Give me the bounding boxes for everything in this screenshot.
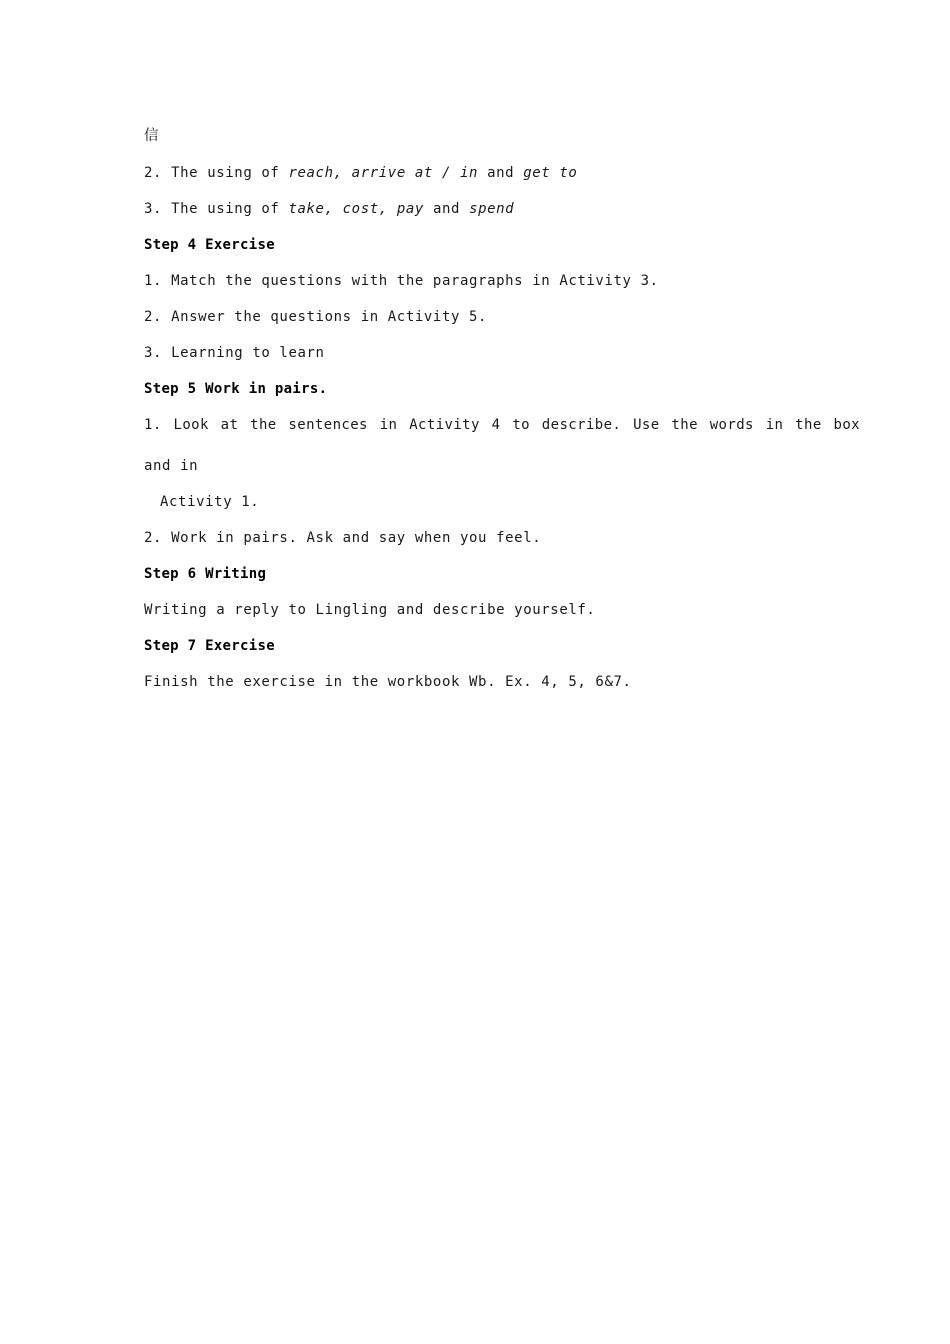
italic-run: take, cost, pay <box>288 201 433 217</box>
text-line <box>144 164 577 182</box>
text-line: 信 <box>144 128 159 144</box>
text-line: 1. Look at the sentences in Activity 4 to describe. Use the words in the box <box>144 417 860 433</box>
text-line: 1. Match the questions with the paragraphs in Activity 3. <box>144 273 659 289</box>
text-line: Finish the exercise in the workbook Wb. Ex. 4, 5, 6&7. <box>144 674 632 690</box>
step-heading: Step 7 Exercise <box>144 638 275 654</box>
italic-run: spend <box>469 201 515 217</box>
italic-run: get to <box>523 165 578 181</box>
step-heading: Step 4 Exercise <box>144 237 275 253</box>
text-line: 3. Learning to learn <box>144 345 325 361</box>
text-line: 2. Work in pairs. Ask and say when you feel. <box>144 530 542 546</box>
text-line: Writing a reply to Lingling and describe yourself. <box>144 602 596 618</box>
italic-run: reach, arrive at / in <box>288 165 488 181</box>
step-heading: Step 6 Writing <box>144 566 267 582</box>
text-line: 2. Answer the questions in Activity 5. <box>144 309 488 325</box>
text-line: Activity 1. <box>160 494 260 510</box>
text-run: 3. The using of <box>144 201 289 217</box>
text-line <box>144 200 514 218</box>
text-run: 2. The using of <box>144 165 289 181</box>
text-run: and <box>432 201 470 217</box>
step-heading: Step 5 Work in pairs. <box>144 381 328 397</box>
text-run: and <box>487 165 524 181</box>
text-line: and in <box>144 458 199 474</box>
